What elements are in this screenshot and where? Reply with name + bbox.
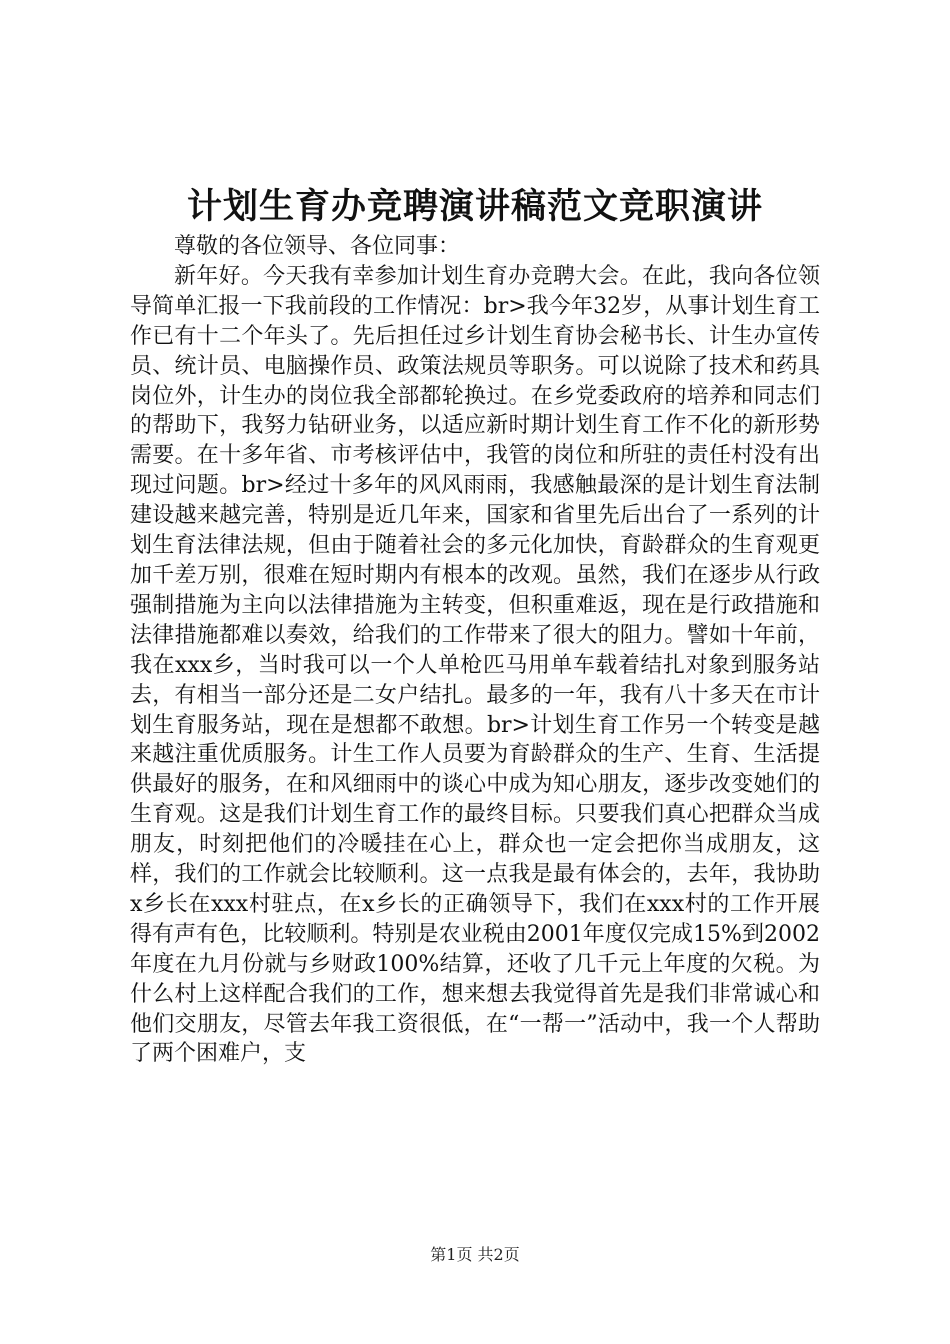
salutation-paragraph: 尊敬的各位领导、各位同事：	[174, 234, 461, 259]
body-paragraph: 新年好。今天我有幸参加计划生育办竞聘大会。在此，我向各位领导简单汇报一下我前段的工作情况：br>我今年32岁，从事计划生育工作已有十二个年头了。先后担任过乡计划生育协会秘书长、计生办宣传员、统计员、电脑操作员、政策法规员等职务。可以说除了技术和药具岗位外，计生办的岗位我全部都轮换过。在乡党委政府的培养和同志们的帮助下，我努力钻研业务，以适应新时期计划生育工作不化的新形势需要。在十多年省、市考核评估中，我管的岗位和所驻的责任村没有出现过问题。br>经过十多年的风风雨雨，我感触最深的是计划生育法制建设越来越完善，特别是近几年来，国家和省里先后出台了一系列的计划生育法律法规，但由于随着社会的多元化加快，育龄群众的生育观更加千差万别，很难在短时期内有根本的改观。虽然，我们在逐步从行政强制措施为主向以法律措施为主转变，但积重难返，现在是行政措施和法律措施都难以奏效，给我们的工作带来了很大的阻力。譬如十年前，我在xxx乡，当时我可以一个人单枪匹马用单车载着结扎对象到服务站去，有相当一部分还是二女户结扎。最多的一年，我有八十多天在市计划生育服务站，现在是想都不敢想。br>计划生育工作另一个转变是越来越注重优质服务。计生工作人员要为育龄群众的生产、生育、生活提供最好的服务，在和风细雨中的谈心中成为知心朋友，逐步改变她们的生育观。这是我们计划生育工作的最终目标。只要我们真心把群众当成朋友，时刻把他们的冷暖挂在心上，群众也一定会把你当成朋友，这样，我们的工作就会比较顺利。这一点我是最有体会的，去年，我协助x乡长在xxx村驻点，在x乡长的正确领导下，我们在xxx村的工作开展得有声有色，比较顺利。特别是农业税由2001年度仅完成15%到2002年度在九月份就与乡财政100%结算，还收了几千元上年度的欠税。为什么村上这样配合我们的工作，想来想去我觉得首先是我们非常诚心和他们交朋友，尽管去年我工资很低，在“一帮一”活动中，我一个人帮助了两个困难户，支	[130, 263, 820, 1067]
document-title: 计划生育办竞聘演讲稿范文竞职演讲	[186, 186, 763, 227]
page-number-footer: 第1页 共2页	[430, 1245, 520, 1264]
document-body	[130, 232, 820, 1069]
